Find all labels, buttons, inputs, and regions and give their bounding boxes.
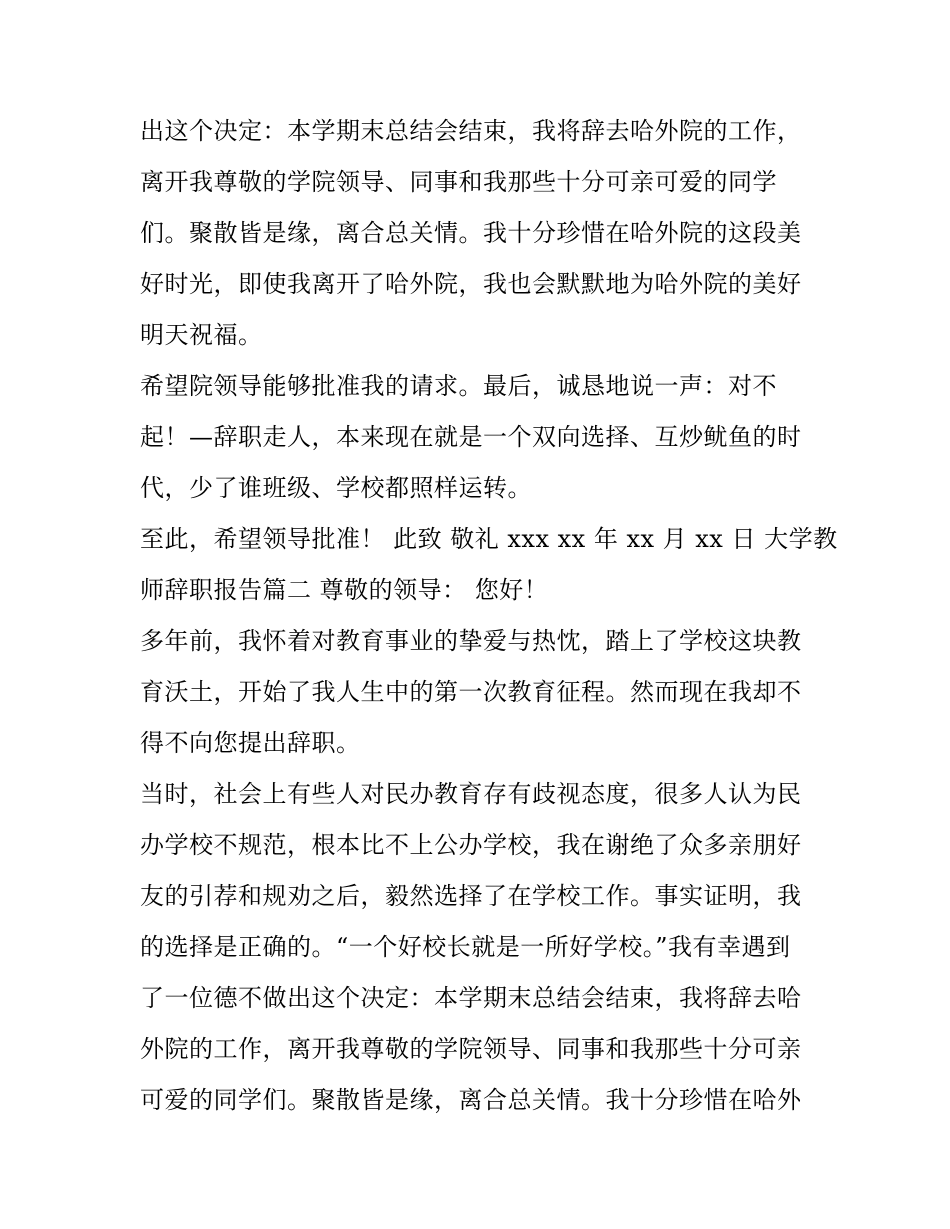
text-line: 当时，社会上有些人对民办教育存有歧视态度，很多人认为民 [140,780,802,808]
text-line: 办学校不规范，根本比不上公办学校，我在谢绝了众多亲朋好 [140,831,802,859]
text-line: 的选择是正确的。“一个好校长就是一所好学校。”我有幸遇到 [140,933,791,961]
text-line: 离开我尊敬的学院领导、同事和我那些十分可亲可爱的同学 [140,168,777,196]
text-line: 友的引荐和规劝之后，毅然选择了在学校工作。事实证明，我 [140,882,802,910]
text-line: 可爱的同学们。聚散皆是缘，离合总关情。我十分珍惜在哈外 [140,1086,802,1114]
text-line: 希望院领导能够批准我的请求。最后，诚恳地说一声：对不 [140,372,777,400]
text-line: 代，少了谁班级、学校都照样运转。 [140,474,532,502]
text-line: 得不向您提出辞职。 [140,729,361,757]
text-line: 明天祝福。 [140,321,263,349]
text-line: 外院的工作，离开我尊敬的学院领导、同事和我那些十分可亲 [140,1035,802,1063]
text-line: 好时光，即使我离开了哈外院，我也会默默地为哈外院的美好 [140,270,802,298]
text-line: 多年前，我怀着对教育事业的挚爱与热忱，踏上了学校这块教 [140,627,802,655]
text-line: 育沃土，开始了我人生中的第一次教育征程。然而现在我却不 [140,678,802,706]
text-line: 们。聚散皆是缘，离合总关情。我十分珍惜在哈外院的这段美 [140,219,802,247]
text-line: 起！—辞职走人，本来现在就是一个双向选择、互炒鱿鱼的时 [140,423,802,451]
text-line: 了一位德不做出这个决定：本学期末总结会结束，我将辞去哈 [140,984,802,1012]
text-line: 师辞职报告篇二 尊敬的领导： 您好！ [140,576,549,604]
body-text [140,106,838,1126]
text-line: 至此，希望领导批准！ 此致 敬礼 xxx xx 年 xx 月 xx 日 大学教 [140,525,838,553]
text-line: 出这个决定：本学期末总结会结束，我将辞去哈外院的工作， [140,117,802,145]
